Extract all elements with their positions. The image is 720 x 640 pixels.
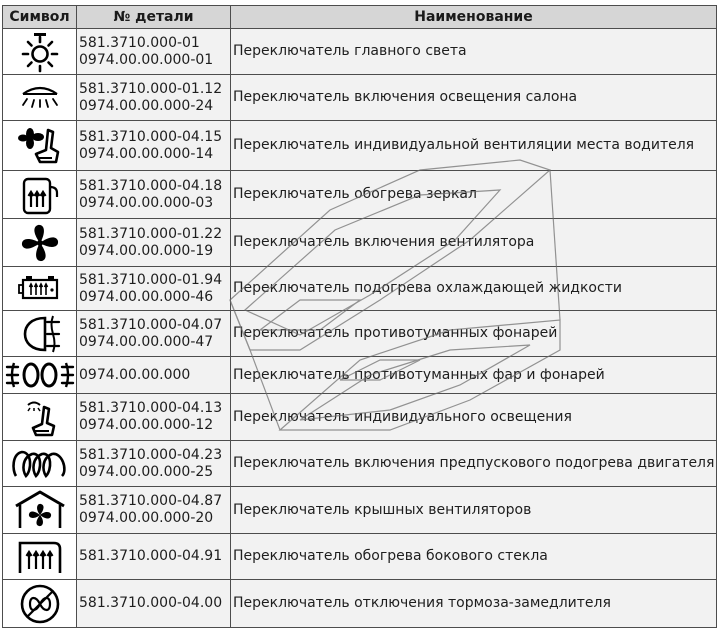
- header-symbol: Символ: [3, 6, 77, 29]
- part-number-primary: 0974.00.00.000: [79, 366, 191, 383]
- table-row: [3, 534, 717, 580]
- header-name: Наименование: [231, 6, 717, 29]
- part-number-primary: 581.3710.000-01.12: [79, 80, 223, 97]
- table-row: [3, 171, 717, 219]
- fog-lights-icon: [3, 357, 77, 394]
- table-row: [3, 29, 717, 75]
- table-row: [3, 357, 717, 394]
- side-window-heating-icon: [3, 534, 77, 580]
- part-number-primary: 581.3710.000-01.22: [79, 225, 223, 242]
- part-number-primary: 581.3710.000-04.18: [79, 177, 223, 194]
- part-number-secondary: 0974.00.00.000-46: [79, 288, 214, 305]
- item-name: Переключатель индивидуального освещения: [231, 394, 717, 441]
- part-number-secondary: 0974.00.00.000-01: [79, 51, 214, 68]
- fan-icon: [3, 219, 77, 267]
- part-number-primary: 581.3710.000-04.15: [79, 128, 223, 145]
- part-number-primary: 581.3710.000-04.87: [79, 493, 223, 509]
- table-row: [3, 441, 717, 487]
- table-row: [3, 267, 717, 311]
- reading-light-icon: [3, 394, 77, 441]
- item-name: Переключатель крышных вентиляторов: [231, 487, 717, 534]
- item-name: Переключатель противотуманных фонарей: [231, 311, 717, 357]
- cabin-light-icon: [3, 75, 77, 121]
- part-number-primary: 581.3710.000-04.23: [79, 446, 223, 463]
- part-number-primary: 581.3710.000-04.00: [79, 595, 223, 611]
- item-name: Переключатель включения предпускового подогрева двигателя: [231, 441, 717, 487]
- part-number-secondary: 0974.00.00.000-19: [79, 242, 214, 259]
- coolant-heater-icon: [3, 267, 77, 311]
- table-row: [3, 394, 717, 441]
- part-number-secondary: 0974.00.00.000-20: [79, 510, 214, 526]
- item-name: Переключатель главного света: [231, 29, 717, 75]
- part-number-primary: 581.3710.000-04.13: [79, 400, 223, 416]
- item-name: Переключатель включения вентилятора: [231, 219, 717, 267]
- item-name: Переключатель подогрева охлаждающей жидкости: [231, 267, 717, 311]
- part-number-secondary: 0974.00.00.000-14: [79, 145, 214, 162]
- item-name: Переключатель индивидуальной вентиляции места водителя: [231, 121, 717, 171]
- table-row: [3, 487, 717, 534]
- main-light-icon: [3, 29, 77, 75]
- table-row: [3, 121, 717, 171]
- roof-fan-icon: [3, 487, 77, 534]
- driver-seat-fan-icon: [3, 121, 77, 171]
- header-part-number: № детали: [77, 6, 231, 29]
- part-number-secondary: 0974.00.00.000-03: [79, 194, 214, 211]
- rear-fog-light-icon: [3, 311, 77, 357]
- item-name: Переключатель отключения тормоза-замедлителя: [231, 580, 717, 628]
- item-name: Переключатель включения освещения салона: [231, 75, 717, 121]
- part-number-primary: 581.3710.000-01.94: [79, 271, 223, 288]
- part-number-secondary: 0974.00.00.000-24: [79, 97, 214, 114]
- part-number-primary: 581.3710.000-04.91: [79, 548, 223, 564]
- switch-table: [2, 5, 717, 628]
- part-number-primary: 581.3710.000-04.07: [79, 316, 223, 333]
- table-row: [3, 311, 717, 357]
- retarder-off-icon: [3, 580, 77, 628]
- mirror-heating-icon: [3, 171, 77, 219]
- part-number-secondary: 0974.00.00.000-47: [79, 333, 214, 350]
- part-number-secondary: 0974.00.00.000-12: [79, 417, 214, 433]
- item-name: Переключатель противотуманных фар и фонарей: [231, 357, 717, 394]
- item-name: Переключатель обогрева бокового стекла: [231, 534, 717, 580]
- part-number-primary: 581.3710.000-01: [79, 34, 200, 51]
- table-row: [3, 75, 717, 121]
- table-row: [3, 219, 717, 267]
- part-number-secondary: 0974.00.00.000-25: [79, 463, 214, 480]
- table-row: [3, 580, 717, 628]
- item-name: Переключатель обогрева зеркал: [231, 171, 717, 219]
- table-header-row: [3, 6, 717, 29]
- glow-plug-icon: [3, 441, 77, 487]
